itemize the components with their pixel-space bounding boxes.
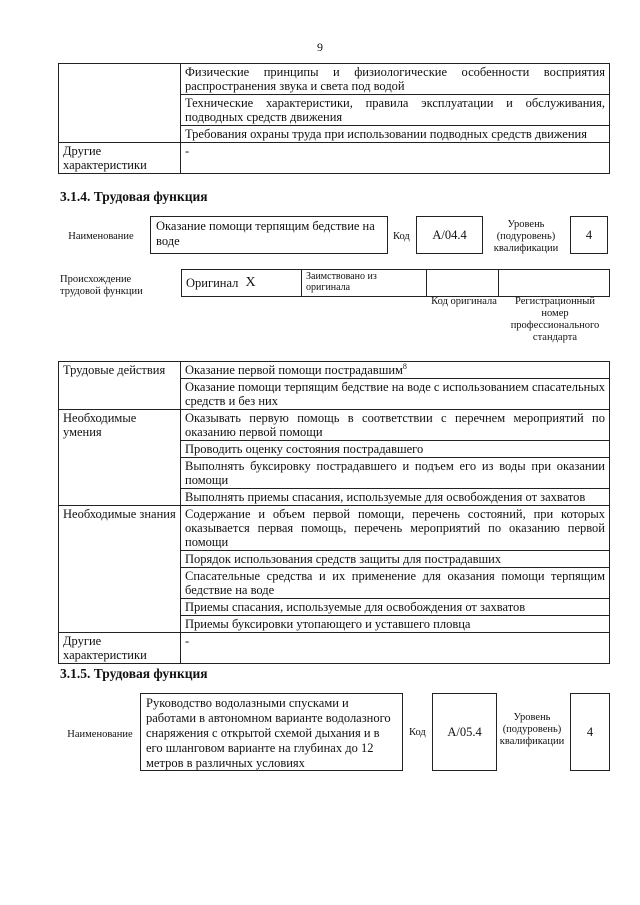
- labor-action-text: Оказание первой помощи пострадавшим: [185, 363, 403, 377]
- origin-label: Происхождение трудовой функции: [60, 274, 143, 297]
- original-mark: X: [242, 270, 302, 297]
- skills-label: Необходимые умения: [59, 410, 181, 506]
- level-value-box: 4: [570, 216, 608, 254]
- section-title-3-1-4: 3.1.4. Трудовая функция: [60, 189, 208, 204]
- other-characteristics-label: Другие характеристики: [59, 143, 181, 174]
- knowledge-label-cell: [59, 64, 181, 143]
- knowledge-row: Требования охраны труда при использовании подводных средств движения: [181, 126, 610, 143]
- section-title-3-1-5: 3.1.5. Трудовая функция: [60, 666, 208, 681]
- labor-function-table: [58, 361, 610, 664]
- registration-number-caption: Регистрационный номер профессионального стандарта: [510, 296, 600, 343]
- knowledge-row: Технические характеристики, правила эксплуатации и обслуживания, подводных средств движения: [181, 95, 610, 126]
- other-characteristics-value: -: [181, 143, 610, 174]
- labor-actions-label: Трудовые действия: [59, 362, 181, 410]
- knowledge-row: Порядок использования средств защиты для пострадавших: [181, 551, 610, 568]
- other-characteristics-label: Другие характеристики: [59, 633, 181, 664]
- original-label: Оригинал: [182, 270, 242, 297]
- knowledge-row: Спасательные средства и их применение для оказания помощи терпящим бедствие на воде: [181, 568, 610, 599]
- level-value-box: 4: [570, 693, 610, 771]
- function-name-box: Руководство водолазными спусками и работами в автономном варианте водолазного снаряжения с открытой схемой дыхания и в его шланговом варианте на глубинах до 12 метров в различных условиях: [140, 693, 403, 771]
- level-label: Уровень (подуровень) квалификации: [499, 712, 565, 747]
- other-characteristics-value: -: [181, 633, 610, 664]
- function-code-box: А/04.4: [416, 216, 483, 254]
- code-label: Код: [409, 727, 426, 738]
- skill-row: Выполнять приемы спасания, используемые для освобождения от захватов: [181, 489, 610, 506]
- page-number: 9: [317, 40, 323, 54]
- labor-action-row: Оказание помощи терпящим бедствие на воде с использованием спасательных средств и без них: [181, 379, 610, 410]
- name-label: Наименование: [68, 231, 134, 242]
- skill-row: Оказывать первую помощь в соответствии с перечнем мероприятий по оказанию первой помощи: [181, 410, 610, 441]
- continuation-table: [58, 63, 610, 174]
- borrowed-label: Заимствовано из оригинала: [302, 270, 427, 297]
- labor-action-row: [181, 362, 610, 379]
- knowledge-row: Приемы спасания, используемые для освобождения от захватов: [181, 599, 610, 616]
- function-name-box: Оказание помощи терпящим бедствие на воде: [150, 216, 388, 254]
- footnote-mark: 8: [402, 361, 407, 371]
- knowledge-row: Приемы буксировки утопающего и уставшего пловца: [181, 616, 610, 633]
- knowledge-row: Физические принципы и физиологические особенности восприятия распространения звука и света под водой: [181, 64, 610, 95]
- code-label: Код: [393, 231, 410, 242]
- registration-number-cell: [499, 270, 610, 297]
- skill-row: Проводить оценку состояния пострадавшего: [181, 441, 610, 458]
- knowledge-label: Необходимые знания: [59, 506, 181, 633]
- function-code-box: А/05.4: [432, 693, 497, 771]
- origin-table: [181, 269, 610, 297]
- knowledge-row: Содержание и объем первой помощи, перечень состояний, при которых оказывается первая помощь, перечень мероприятий по оказанию первой помощи: [181, 506, 610, 551]
- original-code-caption: Код оригинала: [431, 296, 497, 307]
- name-label: Наименование: [67, 729, 133, 740]
- original-code-cell: [427, 270, 499, 297]
- skill-row: Выполнять буксировку пострадавшего и подъем его из воды при оказании помощи: [181, 458, 610, 489]
- level-label: Уровень (подуровень) квалификации: [493, 219, 559, 254]
